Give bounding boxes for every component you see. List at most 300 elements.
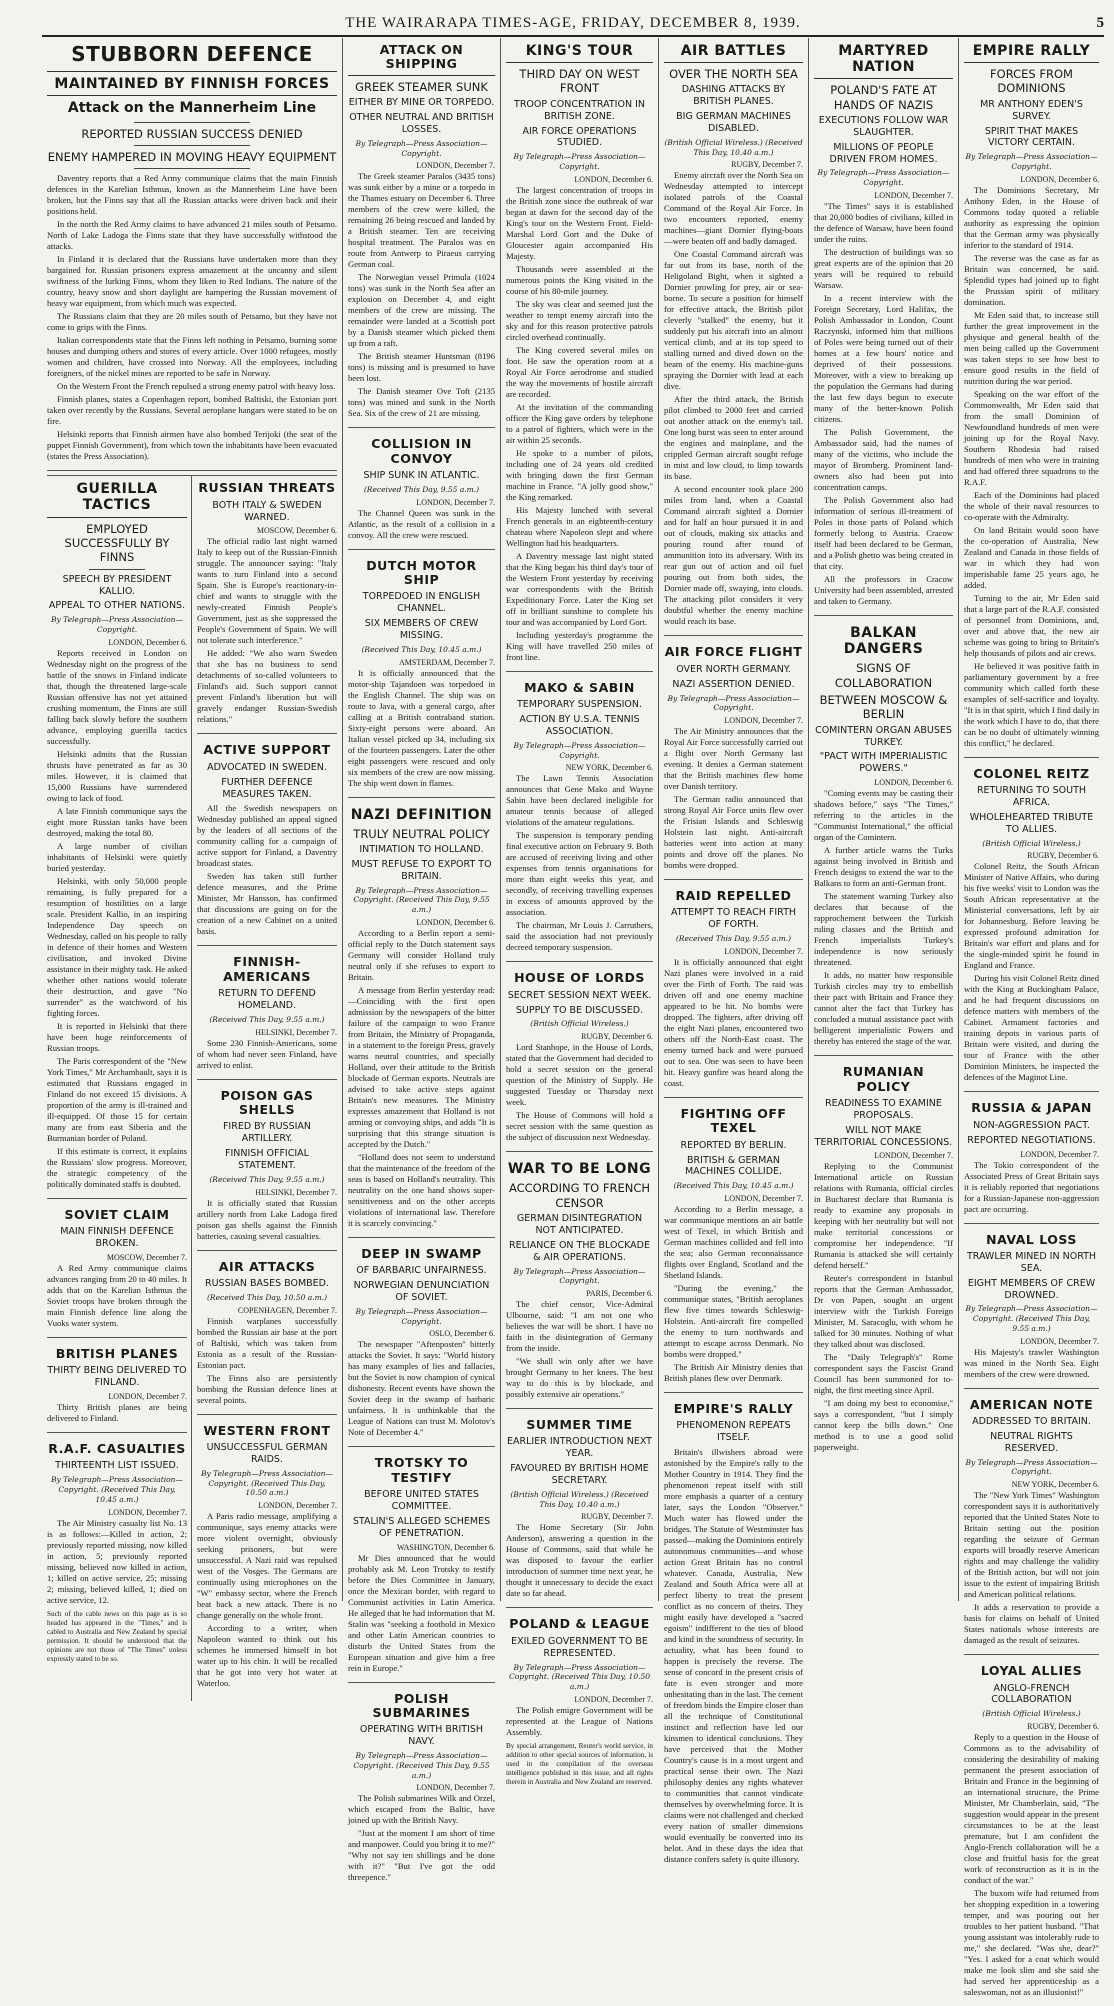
article-loyal-allies [964,1659,1099,2006]
article-stubborn-defence [47,38,337,471]
deck: FURTHER DEFENCE MEASURES TAKEN. [221,776,313,800]
byline: (Received This Day, 9.55 a.m.) [675,934,792,944]
paragraph: "We shall win only after we have brought Germany to her knees. The best way to do this is by blockade, and possibly extensive air operations." [506,1356,653,1400]
dateline: RUGBY, December 6. [581,1032,653,1042]
article-air-attacks [197,1255,337,1415]
column-5 [658,38,808,1865]
article-deep-in-swamp [348,1242,495,1448]
byline: By Telegraph—Press Association—Copyright. (Received This Day, 10.50 a.m.) [508,1662,651,1692]
headline: SOVIET CLAIM [64,1206,170,1222]
headline: HOUSE OF LORDS [514,970,645,986]
deck: INTIMATION TO HOLLAND. [359,844,484,856]
deck: OTHER NEUTRAL AND BRITISH LOSSES. [349,112,494,135]
paragraph: Replying to the Communist International article on Russian relations with Rumania, official circles in Bucharest declare that Rumania is ready to examine any proposals in keeping with her neutrality but will not make territorial concessions or compromise her independence. "If Rumania is attacked she will certainly defend herself." [814,1161,953,1271]
paragraph: All the Swedish newspapers on Wednesday published an appeal signed by the leaders of all sections of the community calling for a campaign of active support for Finland, a Daventry broadcast states. [197,803,337,869]
deck: THIRD DAY ON WEST FRONT [519,67,640,96]
paragraph: A Red Army communique claims advances ranging from 20 to 40 miles. It adds that on the Karelian Isthmus the Soviet troops have broken through the main Finnish defence line along the Vuoks water system. [47,1262,187,1328]
subcolumn-left [47,476,191,1701]
deck: EXILED GOVERNMENT TO BE REPRESENTED. [511,1635,648,1659]
paragraph: The Dominions Secretary, Mr Anthony Eden, in the House of Commons today quoted a reliable authority as expressing the opinion that the German army was physically inferior to the standard of 1914. [964,184,1099,250]
deck: REPORTED BY BERLIN. [680,1139,787,1151]
times-notice: Such of the cable news on this page as is so headed has appeared in the "Times," and is cabled to Australia and New Zealand by special permission. It should be understood that the opinions are not those of "The Times" unless expressly stated to be so. [47,1609,187,1663]
deck: TROOP CONCENTRATION IN BRITISH ZONE. [514,98,645,122]
paragraph: The "Daily Telegraph's" Rome correspondent says the Fascist Grand Council has been summoned for to-night, the first meeting since April. [814,1352,953,1396]
byline: (British Official Wireless.) [982,838,1081,848]
deck: OVER NORTH GERMANY. [676,663,791,675]
headline: EMPIRE'S RALLY [673,1401,794,1417]
deck: ATTEMPT TO REACH FIRTH OF FORTH. [670,907,797,931]
byline: (British Official Wireless.) (Received This Day, 10.40 a.m.) [664,137,803,157]
dateline: LONDON, December 7. [724,946,803,956]
dateline: NEW YORK, December 6. [1011,1480,1099,1490]
headline: AIR FORCE FLIGHT [664,644,803,660]
article-active-support [197,738,337,946]
paragraph: Turning to the air, Mr Eden said that a large part of the R.A.F. consisted of personnel from Dominions, and, over and above that, the new air scheme was going to bring to Britain's help thousands of pilots and air crews. [964,592,1099,658]
headline: MARTYRED NATION [814,43,953,79]
deck: SECRET SESSION NEXT WEEK. [507,989,652,1001]
dateline: RUGBY, December 6. [1027,851,1099,861]
deck: Attack on the Mannerheim Line [67,100,317,117]
headline: COLLISION IN CONVOY [371,436,472,466]
paragraph: The German radio announced that strong Royal Air Force units flew over the Frisian Islands and Schleswig Holstein last night. Anti-aircraft batteries went into action at many points and drove off the planes. No bombs were dropped. [664,794,803,871]
paragraph: The Polish Government also had information of serious ill-treatment of Poles in those parts of Poland which formerly belong to Austria. Cracow itself had been declared to be German, and a Polish ghetto was being created in that city. [814,494,953,571]
byline: (Received This Day, 10.45 a.m.) [361,644,482,654]
article-american-note [964,1393,1099,1656]
byline: By Telegraph—Press Association—Copyright. (Received This Day, 9.55 a.m.) [353,1751,490,1780]
dateline: PARIS, December 6. [586,1289,653,1299]
byline: By Telegraph—Press Association—Copyright. [51,615,183,635]
paragraph: Mr Dies announced that he would probably ask M. Leon Trotsky to testify before the Dies Committee in January, once the Mexican border, with regard to Communist activities in Latin America. He alleged that he had information that M. Stalin was "seeking a foothold in Mexico and other Latin American countries to disturb the United States from the European situation and give him a free rein in Europe." [348,1552,495,1673]
paragraph: The Polish Government, the Ambassador said, had the names of many of the victims, who include the mayor of Bromberg. Prominent land-owners also had been put into concentration camps. [814,426,953,492]
paragraph: The official radio last night warned Italy to keep out of the Russian-Finnish struggle. The announcer saying: "Italy wants to turn Finland into a second Spain. She is Europe's reactionary-in-chief and wants to struggle with the newly-created Finnish People's Government, just as she suppressed the People's Government of Spain. We will not tolerate such interference." [197,536,337,646]
article-raf-casualties [47,1437,187,1674]
paragraph: His Majesty's trawler Washington was mined in the North Sea. Eight members of the crew were drowned. [964,1346,1099,1379]
dateline: MOSCOW, December 6. [256,526,337,536]
paragraph: Britain's illwishers abroad were astonished by the Empire's rally to the Mother Country in 1914. They find the phenomenon repeat itself with still more emphasis a quarter of a century later, says the London "Observer." Much water has flowed under the bridges. The Statute of Westminster has passed—making the Dominions entirely autonomous communities—and whose action Great Britain has no control whatever. Canada, Australia, New Zealand and South Africa were all at perfect liberty to treat the present conflict as no concern of theirs. They might easily have developed a "sacred egoism" indifferent to the ties of blood and kind in the soundness of security. In actuality, what has been found to happen is precisely the reverse. The sense of concord in the present crisis of fate is even stronger and more unhesitating than in the last. The cement of freedom binds the Empire closer than all the technique of Constitutional instinct and reflection have led our kinsmen to identical conclusions. They have perceived that the Mother Country's cause is in a most urgent and practical sense their own. The Nazi philosophy denies any rights whatever to communities that cannot vindicate themselves by overwhelming force. It is claims were not challenged and checked every nation of smaller dimensions would eventually be converted into its helot. And in these days the idea that distance confers safety is quite illusory. [664,1447,803,1865]
byline: By Telegraph—Press Association—Copyright. [965,1457,1098,1477]
headline: KING'S TOUR [506,43,653,63]
paragraph: A message from Berlin yesterday read:—Coinciding with the first open admission by the newspapers of the bitter failure of the campaign to woo France from Britain, the Ministry of Propaganda, in a statement to the foreign Press, gravely warns neutral countries, and specially Holland, over their attitude to the British blockade of German exports. Neutrals are advised to take active steps against Britain's new measures. The Ministry expresses amazement that Holland is not arming or convoying ships, and adds "It is surprising that this strange situation is accepted by the Dutch." [348,984,495,1149]
deck: BOTH ITALY & SWEDEN WARNED. [212,499,322,523]
paragraph: It is officially announced that eight Nazi planes were involved in a raid over the Firth of Forth. The raid was driven off and one enemy machine appeared to be hit. No bombs were dropped. The fighters, after driving off the eight Nazi planes, encountered two others off the North-East coast. The enemy turned back and were pursued out to sea. One was seen to have been hit. Heavy gunfire was heard along the coast. [664,956,803,1088]
dateline: RUGBY, December 7. [581,1512,653,1522]
deck: POLAND'S FATE AT HANDS OF NAZIS [830,83,937,112]
paragraph: At the invitation of the commanding officer the King gave orders by telephone to a patrol of fighters, which were in the air within 25 seconds. [506,401,653,445]
paragraph: Daventry reports that a Red Army communique claims that the main Finnish defences in the Karelian Isthmus, known as the Mannerheim Line have been broken, but the Finns say that all the Russian attacks were driven back and their positions held. [47,173,337,217]
dateline: LONDON, December 7. [108,1507,187,1517]
paragraph: The suspension is temporary pending final executive action on February 9. Both are accused of receiving living and other expenses from tennis organisations for more than eight weeks this year, and secondly, of receiving travelling expenses in excess of amounts approved by the association. [506,830,653,918]
headline: MAKO & SABIN [524,679,635,695]
paragraph: On the Western Front the French repulsed a strong enemy patrol with heavy loss. [57,381,336,392]
headline: DUTCH MOTOR SHIP [366,557,477,587]
subheadline: MAINTAINED BY FINNISH FORCES [47,76,337,96]
article-mako-sabin [506,676,653,963]
paragraph: He added: "We also warn Sweden that she has no business to send detachments of so-called volunteers to Finland's aid. Such support cannot prevent Finland's liberation but will gravely endanger Russian-Swedish relations." [197,648,337,725]
headline: POLISH SUBMARINES [372,1690,471,1721]
deck: GERMAN DISINTEGRATION NOT ANTICIPATED. [516,1213,643,1236]
article-house-of-lords [506,966,653,1152]
headline: RUMANIAN POLICY [842,1064,925,1094]
paragraph: Each of the Dominions had placed the whole of their naval resources to co-operate with the Admiralty. [964,489,1099,522]
byline: (British Official Wireless.) [982,1709,1081,1719]
deck: WILL NOT MAKE TERRITORIAL CONCESSIONS. [814,1124,953,1148]
dateline: NEW YORK, December 6. [565,763,653,773]
headline: WESTERN FRONT [203,1422,331,1438]
deck: REPORTED NEGOTIATIONS. [967,1134,1096,1146]
byline: By Telegraph—Press Association—Copyright. [513,1266,646,1286]
paragraph: "Coming events may be casting their shadows before," says "The Times," referring to the articles in the "Communist International," the official organ of the Comintern. [814,788,953,843]
article-kings-tour [506,38,653,672]
article-fighting-off-texel [664,1102,803,1393]
deck: ANGLO-FRENCH COLLABORATION [991,1682,1072,1706]
masthead-title: THE WAIRARAPA TIMES-AGE, FRIDAY, DECEMBER 8, 1939. [345,15,801,31]
dateline: LONDON, December 6. [574,174,653,184]
deck: COMINTERN ORGAN ABUSES TURKEY. [815,724,952,748]
article-polish-submarines [348,1687,495,1892]
paragraph: "I am doing my best to economise," says a correspondent, "but I simply cannot keep the bills down." One method is to use a good solid paperweight. [814,1398,953,1453]
article-attack-on-shipping [348,38,495,428]
paragraph: In Finland it is declared that the Russians have undertaken more than they bargained for. Russian prisoners express amazement at the uncanny and silent swiftness of the lurking Finns, whom they liken to Red Indians. The nature of the country, heavy snow and short daylight are hampering the Russian movement of heavy war equipment, from which much was expected. [47,254,337,309]
paragraph: All the professors in Cracow University had been assembled, arrested and taken to Germany. [814,573,953,606]
paragraph: The House of Commons will hold a secret session with the same question as the subject of discussion next Wednesday. [506,1110,653,1143]
deck: TEMPORARY SUSPENSION. [516,699,643,711]
paragraph: Helsinki admits that the Russian thrusts have penetrated as far as 30 miles. However, it is claimed that 15,000 Russians have surrendered owing to lack of food. [47,748,187,803]
article-nazi-definition [348,802,495,1238]
article-soviet-claim [47,1203,187,1338]
lead-column [42,38,342,1689]
paragraph: One Coastal Command aircraft was far out from its base, north of the Heligoland Bight, when it sighted a Dornier prowling for prey, air or sea-borne. To secure a position for himself for effective attack, the British pilot cleverly "stalked" the enemy, but it suddenly put his aircraft into an almost vertical climb, and at its top speed to stalling turned and dived down on the beam of the enemy. His machine-guns spraying the Dornier with lead at each dive. [664,249,803,392]
paragraph: The Paris correspondent of the "New York Times," Mr Archambault, says it is estimated that Russians engaged in Finland do not exceed 15 divisions. A proportion of the army is ill-trained and ill-equipped. Of those 15 for certain many are from east Siberia and the Burmanian border of Poland. [47,1055,187,1143]
deck: NAZI ASSERTION DENIED. [672,678,795,690]
lead-subcolumns [47,475,337,1701]
column-7 [958,38,1104,1998]
headline: POLAND & LEAGUE [509,1616,650,1632]
paragraph: The British Air Ministry denies that British planes flew over Denmark. [664,1362,803,1384]
article-trotsky-to-testify [348,1451,495,1682]
headline: LOYAL ALLIES [980,1663,1083,1679]
article-collision-in-convoy [348,432,495,549]
byline: (British Official Wireless.) [530,1019,629,1029]
paragraph: Helsinki, with only 50,000 people remaining, is fully prepared for a resumption of hostilities on a large scale. President Kallio, in an inspiring Independence Day speech on Wednesday, called on his people to rally in defence of their homes and Western civilisation, and invoked Divine assistance in their mighty task. He asked whether other nations would tolerate their destruction, and gave "No surrender" as the watchword of his fighting forces. [47,875,187,1018]
headline: SUMMER TIME [526,1417,633,1433]
paragraph: The buxom wife had returned from her shopping expedition in a towering temper, and was pouring out her troubles to her patient husband. "That young assistant was intolerably rude to me," she declared. "Was she, dear?" "Yes. I asked for a coat which would make me look slim and she said she had served her apprenticeship as a saleswoman, not as an illusionist!" [964,1888,1099,1998]
byline: By Telegraph—Press Association—Copyright. [817,168,950,188]
deck: APPEAL TO OTHER NATIONS. [48,600,186,612]
deck: RETURNING TO SOUTH AFRICA. [976,785,1087,809]
article-finnish-americans [197,950,337,1079]
dateline: LONDON, December 6. [1020,174,1099,184]
deck: MILLIONS OF PEOPLE DRIVEN FROM HOMES. [829,141,938,165]
article-poland-league [506,1612,653,1796]
paragraph: A Daventry message last night stated that the King began his third day's tour of the Western Front yesterday by receiving war correspondents with the British Expeditionary Force. Later the King set off in brilliant sunshine to complete his tour and was accompanied by Lord Gort. [506,550,653,627]
paragraph: The chairman, Mr Louis J. Carruthers, said the association had not previously decreed temporary suspension. [506,920,653,953]
paragraph: If this estimate is correct, it explains the Russians' slow progress. Moreover, the strategic competency of the politically dominated staffs is doubted. [47,1145,187,1189]
byline: By Telegraph—Press Association—Copyright. [355,1306,488,1326]
deck: THIRTY BEING DELIVERED TO FINLAND. [47,1365,187,1389]
headline: RUSSIA & JAPAN [971,1100,1092,1116]
deck: SIGNS OF COLLABORATION [834,661,933,690]
paragraph: Enemy aircraft over the North Sea on Wednesday attempted to intercept isolated patrols of the Coastal Command of the Royal Air Force. In two encounters reported, enemy machines—giant Dornier flying-boats—were beaten off and badly damaged. [664,170,803,247]
deck: EMPLOYED SUCCESSFULLY BY FINNS [64,521,170,565]
paragraph: In the north the Red Army claims to have advanced 21 miles south of Petsamo. North of Lake Ladoga the Finns state that they have successfully withstood the attacks. [47,219,337,252]
deck: PHENOMENON REPEATS ITSELF. [676,1420,791,1444]
paragraph: The largest concentration of troops in the British zone since the outbreak of war began at dawn for the second day of the King's tour on the Western Front. Field-Marshal Lord Gort and the Duke of Gloucester again accompanied His Majesty. [506,184,653,261]
paragraph: The reverse was the case as far as Britain was concerned, he said. Splendid types had joined up to fight the Prussian spirit of military domination. [964,252,1099,307]
headline: ATTACK ON SHIPPING [348,43,495,76]
dateline: LONDON, December 7. [724,1194,803,1204]
paragraph: The sky was clear and seemed just the weather to tempt enemy aircraft into the sky and for this reason protective patrols circled overhead continually. [506,298,653,342]
headline: EMPIRE RALLY [964,43,1099,63]
deck: MUST REFUSE TO EXPORT TO BRITAIN. [351,858,492,882]
article-colonel-reitz [964,762,1099,1093]
headline: GUERILLA TACTICS [47,481,187,517]
paragraph: The Air Ministry casualty list No. 13 is as follows:—Killed in action, 2; previously reported missing, now killed in action, 5; previously reported missing, believed now killed in action, 1; killed on active service, 25; missing 2; missing, believed killed, 1; died on active service, 12. [47,1517,187,1605]
paragraph: It adds a reservation to provide a basis for claims on behalf of United States nationals whose interests are damaged as the result of seizures. [964,1602,1099,1646]
deck: OPERATING WITH BRITISH NAVY. [359,1724,484,1748]
paragraph: The Norwegian vessel Primula (1024 tons) was sunk in the North Sea after an explosion on December 4, and eight members of the crew are missing. The remainder were landed at a Scottish port by a Danish steamer which picked them up from a raft. [348,272,495,349]
paragraph: Lord Stanhope, in the House of Lords, stated that the Government had decided to hold a secret session on the general question of the Ministry of Supply. He suggested Tuesday or Thursday next week. [506,1042,653,1108]
headline: NAZI DEFINITION [350,806,493,823]
byline: By Telegraph—Press Association—Copyright. (Received This Day, 9.55 a.m.) [965,1304,1098,1333]
paragraph: The King covered several miles on foot. He saw the operation room at a Royal Air Force aerodrome and studied the way the movements of hostile aircraft are recorded. [506,344,653,399]
masthead [42,8,1104,37]
deck: ADDRESSED TO BRITAIN. [972,1416,1091,1428]
headline: BALKAN DANGERS [843,624,924,658]
headline: BRITISH PLANES [55,1345,179,1361]
paragraph: It is officially announced that the motor-ship Tajandoen was torpedoed in the English Channel. The ship was on route to Java, with a general cargo, after calling at a British contraband station. Sixty-eight persons were aboard. An Italian vessel picked up 34, including six of the fourteen passengers. Later the other eight passengers were rescued and only six members of the crew are now missing. The ship went down in flames. [348,667,495,788]
dateline: LONDON, December 7. [258,1501,337,1511]
column-3 [342,38,500,1883]
paragraph: The Air Ministry announces that the Royal Air Force successfully carried out a flight over North Germany last evening. It denies a German statement that the British machines flew home over Danish territory. [664,726,803,792]
column-4 [500,38,658,1786]
deck: BRITISH & GERMAN MACHINES COLLIDE. [684,1154,783,1178]
deck: EIGHT MEMBERS OF CREW DROWNED. [967,1277,1096,1301]
paragraph: During his visit Colonel Reitz dined with the King at Buckingham Palace, and he had frequent discussions on defence matters with members of the Cabinet. Armament factories and training depots in various parts of Britain were visited, and during the tour of France with the other Dominion Ministers, he inspected the defences of the Maginot Line. [964,973,1099,1083]
deck: DASHING ATTACKS BY BRITISH PLANES. [681,84,786,108]
dateline: LONDON, December 7. [724,716,803,726]
headline: POISON GAS SHELLS [220,1087,314,1118]
paragraph: Speaking on the war effort of the Commonwealth, Mr Eden said that from the small Dominion of Newfoundland hundreds of men were joining up for the Royal Navy. Southern Rhodesia had raised hundreds of men who were in training and had offered three squadrons to the R.A.F. [964,388,1099,487]
dateline: AMSTERDAM, December 7. [399,657,495,667]
dateline: HELSINKI, December 7. [255,1027,337,1037]
paragraph: According to a writer, when Napoleon wanted to think out his schemes he immersed himself in hot water up to his chin. It will be recalled that he got into very hot water at Waterloo. [197,1623,337,1689]
paragraph: The Russians claim that they are 20 miles south of Petsamo, but they have not come to grips with the Finns. [47,311,337,333]
paragraph: The Tokio correspondent of the Associated Press of Great Britain says it is reliably reported that negotiations for a Russian-Japanese non-aggression pact are occurring. [964,1159,1099,1214]
dateline: RUGBY, December 7. [731,160,803,170]
rule [134,168,250,169]
byline: By Telegraph—Press Association—Copyright. [667,693,800,713]
rule [134,122,250,123]
headline: AIR ATTACKS [218,1258,316,1274]
dateline: LONDON, December 7. [874,190,953,200]
deck: RUSSIAN BASES BOMBED. [204,1278,330,1290]
deck: ENEMY HAMPERED IN MOVING HEAVY EQUIPMENT [47,149,337,164]
headline: R.A.F. CASUALTIES [48,1441,186,1457]
paragraph: Finnish warplanes successfully bombed the Russian air base at the port of Baltiski, which was taken from Estonia as a result of the Russian-Estonian pact. [197,1315,337,1370]
paragraph: It adds, no matter how responsible Turkish circles may try to embellish their pact with Britain and France they cannot alter the fact that Turkey has concluded a mutual assistance pact with belligerent imperialistic Powers and thereby has entered the stage of the war. [814,970,953,1047]
article-dutch-motor-ship [348,554,495,798]
deck: REPORTED RUSSIAN SUCCESS DENIED [81,126,303,141]
paragraph: Colonel Reitz, the South African Minister of Native Affairs, who during his five weeks' visit to London was the South African representative at the Ministerial conversations, left by air for Johannesburg. Before leaving he expressed profound admiration for Britain's war effort and plans and for the single-minded spirit he found in England and France. [964,861,1099,971]
dateline: WASHINGTON, December 6. [396,1542,495,1552]
deck: FINNISH OFFICIAL STATEMENT. [225,1148,309,1172]
headline: ACTIVE SUPPORT [203,742,331,758]
article-raid-repelled [664,884,803,1098]
deck: "PACT WITH IMPERIALISTIC POWERS." [819,751,948,775]
headline: RAID REPELLED [675,888,792,904]
reuters-notice: By special arrangement, Reuter's world service, in addition to other special sources of information, is used in the compilation of the overseas intelligence published in this issue, and all rights therein in Australia and New Zealand are reserved. [506,1741,653,1786]
subcolumn-right [191,476,337,1701]
rule [134,145,250,146]
headline: NAVAL LOSS [986,1231,1077,1247]
deck: THIRTEENTH LIST ISSUED. [55,1460,179,1472]
deck: READINESS TO EXAMINE PROPOSALS. [825,1097,942,1121]
paragraph: According to a Berlin message, a war communique mentions an air battle west of Texel, in which British and German machines collided and fell into the sea; also German reconnaissance flights over England, Scotland and the Shetland Islands. [664,1204,803,1281]
article-martyred-nation [814,38,953,616]
paragraph: "During the evening," the communique states, "British aeroplanes flew five times towards Schleswig-Holstein. Anti-aircraft fire compelled the enemy to turn northwards and attempt to escape across Denmark. No bombs were dropped." [664,1283,803,1360]
dateline: RUGBY, December 6. [1027,1722,1099,1732]
paragraph: After the third attack, the British pilot climbed to 2000 feet and carried out another attack on the enemy's tail. One long burst was seen to enter around the engines and mainplane, and the crippled German aircraft sought refuge in mist and low cloud, to limp towards its base. [664,394,803,482]
headline: TROTSKY TO TESTIFY [374,1455,469,1485]
deck: SPEECH BY PRESIDENT KALLIO. [62,573,172,597]
byline: By Telegraph—Press Association—Copyright. [355,138,488,158]
paragraph: A Paris radio message, amplifying a communique, says enemy attacks were more violent overnight, obviously seeking prisoners, but were unsuccessful. A Nazi raid was repulsed west of the Vosges. The Germans are continually using microphones on the "W" embassy sector, where the French beat back a new attack. There is no change generally on the whole front. [197,1511,337,1621]
deck: EITHER BY MINE OR TORPEDO. [348,97,495,109]
byline: (British Official Wireless.) (Received This Day, 10.40 a.m.) [510,1489,649,1509]
paragraph: Reports received in London on Wednesday night on the progress of the battle of the snows in Finland indicate that, though the threatened large-scale Russian offensive has not yet attained crushing momentum, the Finns are still falling back slowly before the southern advance, employing guerilla tactics successfully. [47,647,187,746]
byline: (Received This Day, 10.45 a.m.) [673,1181,794,1191]
article-russian-threats [197,476,337,734]
deck: STALIN'S ALLEGED SCHEMES OF PENETRATION. [352,1515,491,1539]
paragraph: It is reported in Helsinki that there have been huge reinforcements of Russian troops. [47,1020,187,1053]
paragraph: The Lawn Tennis Association announces that Gene Mako and Wayne Sabin have been declared ineligible for amateur tennis because of alleged violations of the amateur regulations. [506,773,653,828]
byline: By Telegraph—Press Association—Copyright. (Received This Day, 10.50 a.m.) [201,1468,333,1498]
page-number: 5 [1096,15,1104,31]
dateline: LONDON, December 7. [1020,1336,1099,1346]
article-british-planes [47,1342,187,1433]
headline: DEEP IN SWAMP [361,1245,482,1261]
paragraph: The Channel Queen was sunk in the Atlantic, as the result of a collision in a convoy. All the crew were rescued. [348,507,495,540]
deck: BIG GERMAN MACHINES DISABLED. [676,111,791,135]
paragraph: On land Britain would soon have the co-operation of Australia, New Zealand and Canada in those fields of war in which they had won imperishable fame 25 years ago, he added. [964,524,1099,590]
article-empire-rally [964,38,1099,758]
headline: FINNISH-AMERICANS [223,954,311,984]
paragraph: The Danish steamer Ove Toft (2135 tons) was mined and sunk in the North Sea. Six of the crew of 21 are missing. [348,386,495,419]
deck: TRAWLER MINED IN NORTH SEA. [966,1250,1097,1274]
article-guerilla-tactics [47,476,187,1198]
paragraph: Thousands were assembled at the numerous points the King visited in the course of his 80-mile journey. [506,263,653,296]
deck: FAVOURED BY BRITISH HOME SECRETARY. [510,1463,649,1487]
deck: OVER THE NORTH SEA [669,67,798,82]
deck: EARLIER INTRODUCTION NEXT YEAR. [507,1436,652,1460]
byline: (Received This Day, 9.55 a.m.) [363,484,480,494]
paragraph: Including yesterday's programme the King will have travelled 250 miles of front line. [506,629,653,662]
deck: SPIRIT THAT MAKES VICTORY CERTAIN. [984,125,1079,149]
paragraph: The chief censor, Vice-Admiral Ulbourne, said: "I am not one who believes the war will be short. I have no faith in the disintegration of Germany from the inside. [506,1299,653,1354]
dateline: LONDON, December 7. [416,161,495,171]
headline: COLONEL REITZ [973,765,1090,781]
deck: SHIP SUNK IN ATLANTIC. [363,470,480,481]
paragraph: "Just at the moment I am short of time and manpower. Could you bring it to me?" "Why not say ten shillings and be done with it?" "But I've got the odd threepence." [348,1828,495,1883]
byline: By Telegraph—Press Association—Copyright. [513,152,646,172]
dateline: LONDON, December 6. [416,917,495,927]
dateline: LONDON, December 7. [108,1392,187,1402]
dateline: MOSCOW, December 7. [106,1252,187,1262]
paragraph: The Greek steamer Paralos (3435 tons) was sunk either by a mine or a torpedo in the Thames estuary on December 6. Three members of the crew were killed, the remaining 26 being rescued and landed by a British steamer. Ten are receiving hospital treatment. The Paralos was en route from Antwerp to Piraeus carrying German coal. [348,171,495,270]
deck: RETURN TO DEFEND HOMELAND. [218,988,316,1012]
deck: SUPPLY TO BE DISCUSSED. [515,1004,644,1016]
deck: RELIANCE ON THE BLOCKADE & AIR OPERATIONS. [509,1239,650,1263]
deck: AIR FORCE OPERATIONS STUDIED. [522,125,637,149]
paragraph: It is officially stated that Russian artillery north from Lake Ladoga fired poison gas shells against the Finnish batteries, causing several casualties. [197,1197,337,1241]
deck: ACCORDING TO FRENCH CENSOR [508,1181,651,1210]
headline: AIR BATTLES [664,43,803,63]
deck: BEFORE UNITED STATES COMMITTEE. [364,1489,479,1513]
paragraph: He believed it was positive faith in parliamentary government by a free community which called forth these examples of self-sacrifice and loyalty. "It is in that spirit, which I find daily in the work which I have to do, that there can be no doubt of ultimately winning this conflict," he declared. [964,660,1099,748]
paragraph: Reuter's correspondent in Istanbul reports that the German Ambassador, Dr von Papen, sought an urgent interview with the Turkish Foreign Minister, M. Saracoglu, with whom he talked for 30 minutes. Nothing of what they talked about was disclosed. [814,1273,953,1350]
deck: WHOLEHEARTED TRIBUTE TO ALLIES. [969,811,1094,835]
paragraph: The statement warning Turkey also declares that because of the rapprochement between the Turkish ruling classes and the British and French imperialists Turkey's independence is now seriously threatened. [814,891,953,968]
deck: ACTION BY U.S.A. TENNIS ASSOCIATION. [519,714,640,737]
deck: OF BARBARIC UNFAIRNESS. [356,1265,487,1277]
paragraph: The newspaper "Aftenposten" bitterly attacks the Soviet. It says: "World history has many examples of lies and fallacies, but the Soviet is now champion of cynical dishonesty. Recent events have shown the Soviet deep in the swamp of barbaric unfairness. It is unthinkable that the League of Nations can trust M. Molotov's Note of December 4." [348,1339,495,1438]
paragraph: The Finns also are persistently bombing the Russian defence lines at several points. [197,1372,337,1405]
dateline: LONDON, December 6. [874,778,953,788]
deck: BETWEEN MOSCOW & BERLIN [819,692,948,722]
article-rumanian-policy [814,1060,953,1461]
article-air-battles [664,38,803,636]
dateline: LONDON, December 7. [574,1694,653,1704]
dateline: LONDON, December 7. [416,1783,495,1793]
paragraph: A further article warns the Turks against being involved in British and French designs to extend the war to the Balkans to form an anti-German front. [814,845,953,889]
deck: NORWEGIAN DENUNCIATION OF SOVIET. [353,1280,490,1304]
article-war-to-be-long [506,1156,653,1409]
paragraph: "Holland does not seem to understand that the maintenance of the freedom of the seas is based on Holland's neutrality. This neutrality on the one hand shows super-sensitiveness and on the other accepts violations of international law. Therefore it is scarcely convincing." [348,1151,495,1228]
paragraph: He spoke to a number of pilots, including one of 24 years old credited with bringing down the first German machine in France. "A jolly good show," the King remarked. [506,447,653,502]
paragraph: In a recent interview with the Foreign Secretary, Lord Halifax, the Polish Ambassador in London, Count Raczynski, informed him that millions of Poles were being turned out of their homes at a few hours' notice and deprived of their possessions. Moreover, with a view to breaking up the population the Germans had during the last few days begun to execute many of the better-known Polish citizens. [814,292,953,424]
paragraph: Helsinki reports that Finnish airmen have also bombed Terijoki (the seat of the puppet Finnish Government), from which town the inhabitants have been evacuated (states the Press Association). [47,429,337,462]
paragraph: According to a Berlin report a semi-official reply to the Dutch statement says Germany will consider Holland truly neutral only if she refuses to export to Britain. [348,927,495,982]
paragraph: A large number of civilian inhabitants of Helsinki were quietly buried yesterday. [47,840,187,873]
dateline: OSLO, December 6. [429,1329,495,1339]
article-poison-gas [197,1084,337,1251]
column-6 [808,38,958,1601]
paragraph: Thirty British planes are being delivered to Finland. [47,1402,187,1424]
deck: MR ANTHONY EDEN'S SURVEY. [980,98,1083,122]
headline: AMERICAN NOTE [969,1396,1094,1412]
article-summer-time [506,1413,653,1608]
paragraph: The "New York Times" Washington correspondent says it is authoritatively reported that the United States Note to Britain setting out the position regarding the seizure of German exports will broadly reserve American rights and may challenge the validity of the British action, but will not join issue to the extent of impairing British and American political relations. [964,1490,1099,1600]
headline: WAR TO BE LONG [507,1161,652,1178]
columns [42,38,1104,1998]
deck: NEUTRAL RIGHTS RESERVED. [990,1430,1073,1454]
deck: NON-AGGRESSION PACT. [973,1119,1090,1131]
byline: (Received This Day, 9.55 a.m.) [209,1174,325,1184]
article-balkan-dangers [814,620,953,1056]
article-western-front [197,1419,337,1697]
paragraph: Sweden has taken still further defence measures, and the Prime Minister, Mr Hansson, has confirmed that discussions are going on for the creation of a new Cabinet on a united basis. [197,871,337,937]
paragraph: Reply to a question in the House of Commons as to the advisability of considering the desirability of making permanent the present association of Britain and France in the beginning of an international structure, the Prime Minister, Mr Chamberlain, said, "The suggestion would appear in the present circumstances to be at the least premature, but I am confident the Anglo-French collaboration will be a close and fruitful basis for the great work of reconstruction as it is in the conduct of the war." [964,1732,1099,1886]
paragraph: The Home Secretary (Sir John Anderson), answering a question in the House of Commons, said that while he was disposed to favour the earlier introduction of summer time next year, he thought it unnecessary to decide the exact date so far ahead. [506,1522,653,1599]
byline: By Telegraph—Press Association—Copyright. [965,152,1098,172]
dateline: LONDON, December 6. [108,637,187,647]
article-russia-japan [964,1096,1099,1223]
byline: (Received This Day, 10.50 a.m.) [207,1292,327,1302]
deck: ADVOCATED IN SWEDEN. [207,761,327,773]
deck: GREEK STEAMER SUNK [355,79,488,94]
byline: By Telegraph—Press Association—Copyright. (Received This Day, 10.45 a.m.) [51,1475,183,1504]
dateline: COPENHAGEN, December 7. [237,1305,337,1315]
